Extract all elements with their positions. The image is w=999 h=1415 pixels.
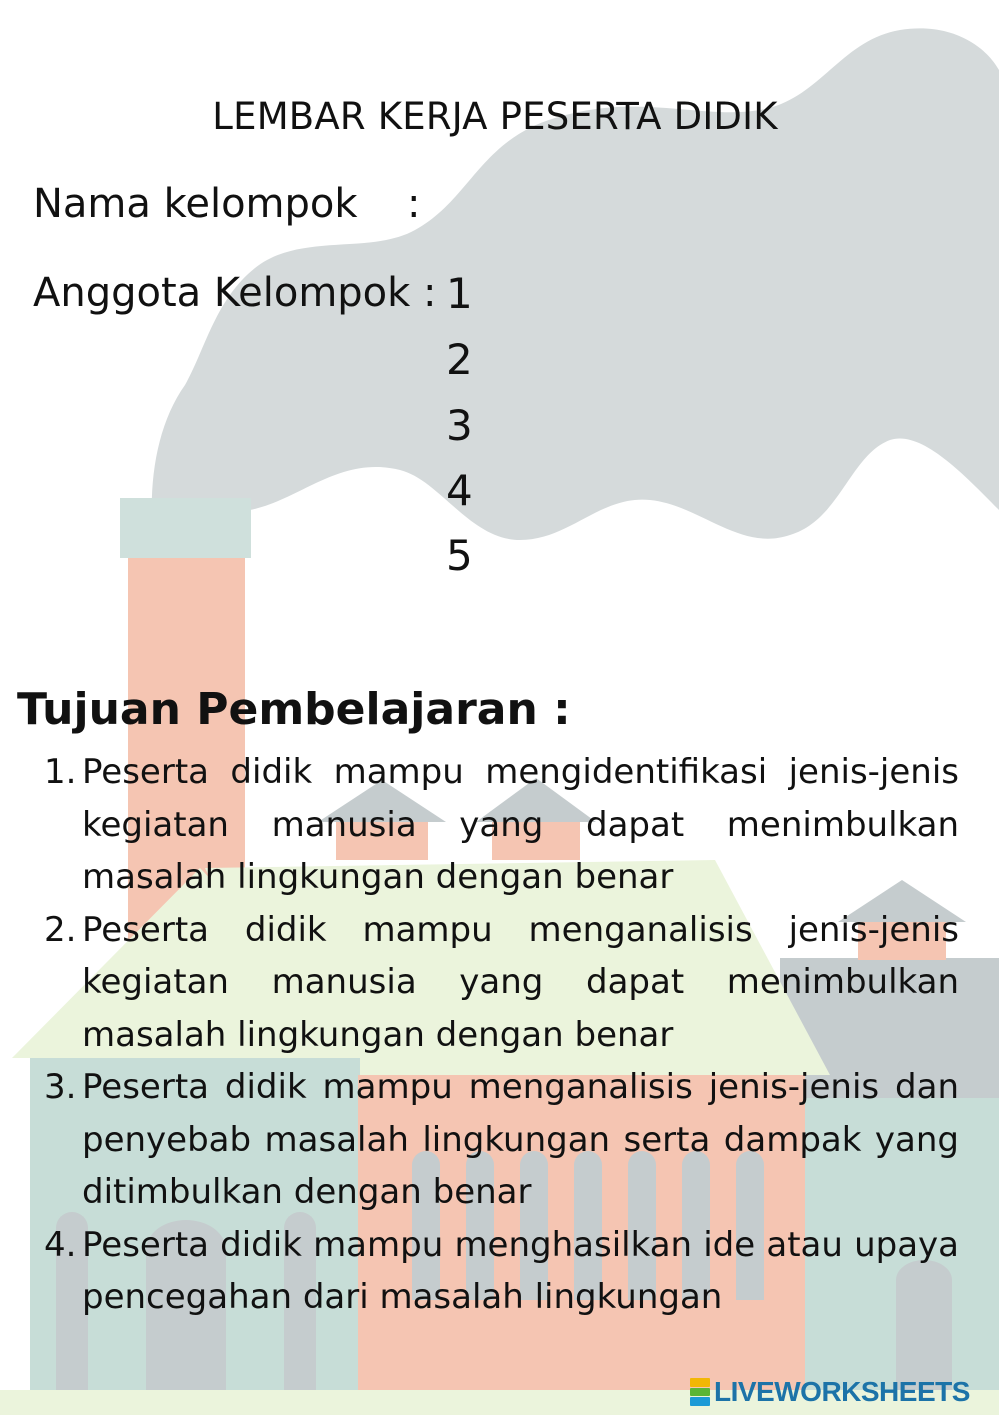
liveworksheets-logo-icon <box>690 1378 710 1406</box>
objective-item <box>44 746 959 904</box>
objective-text: Peserta didik mampu menganalisis jenis-jenis dan penyebab masalah lingkungan serta dampak yang ditimbulkan dengan benar <box>82 1067 959 1212</box>
objectives-heading: Tujuan Pembelajaran : <box>17 684 571 735</box>
liveworksheets-brand[interactable] <box>690 1376 970 1408</box>
objectives-list <box>44 746 959 1324</box>
member-number: 1 <box>446 269 473 318</box>
objective-text: Peserta didik mampu menghasilkan ide atau upaya pencegahan dari masalah lingkungan <box>82 1224 959 1317</box>
objective-number: 3. <box>44 1067 77 1107</box>
members-label: Anggota Kelompok : <box>33 270 437 316</box>
member-number: 5 <box>446 531 473 580</box>
objective-item <box>44 904 959 1062</box>
chimney-cap <box>120 498 251 558</box>
objective-item <box>44 1061 959 1219</box>
worksheet-title: LEMBAR KERJA PESERTA DIDIK <box>212 95 778 138</box>
objective-text: Peserta didik mampu mengidentifikasi jenis-jenis kegiatan manusia yang dapat menimbulkan masalah lingkungan dengan benar <box>82 752 959 897</box>
objective-number: 2. <box>44 909 77 950</box>
group-name-colon: : <box>407 181 421 227</box>
objective-item <box>44 1219 959 1324</box>
objective-number: 4. <box>44 1224 77 1265</box>
objective-number: 1. <box>44 752 77 792</box>
member-number: 3 <box>446 401 473 450</box>
member-number: 4 <box>446 466 473 515</box>
group-name-label: Nama kelompok <box>33 181 358 227</box>
brand-text: LIVEWORKSHEETS <box>714 1376 970 1407</box>
objective-text: Peserta didik mampu menganalisis jenis-jenis kegiatan manusia yang dapat menimbulkan masalah lingkungan dengan benar <box>82 909 959 1055</box>
member-number: 2 <box>446 335 473 384</box>
